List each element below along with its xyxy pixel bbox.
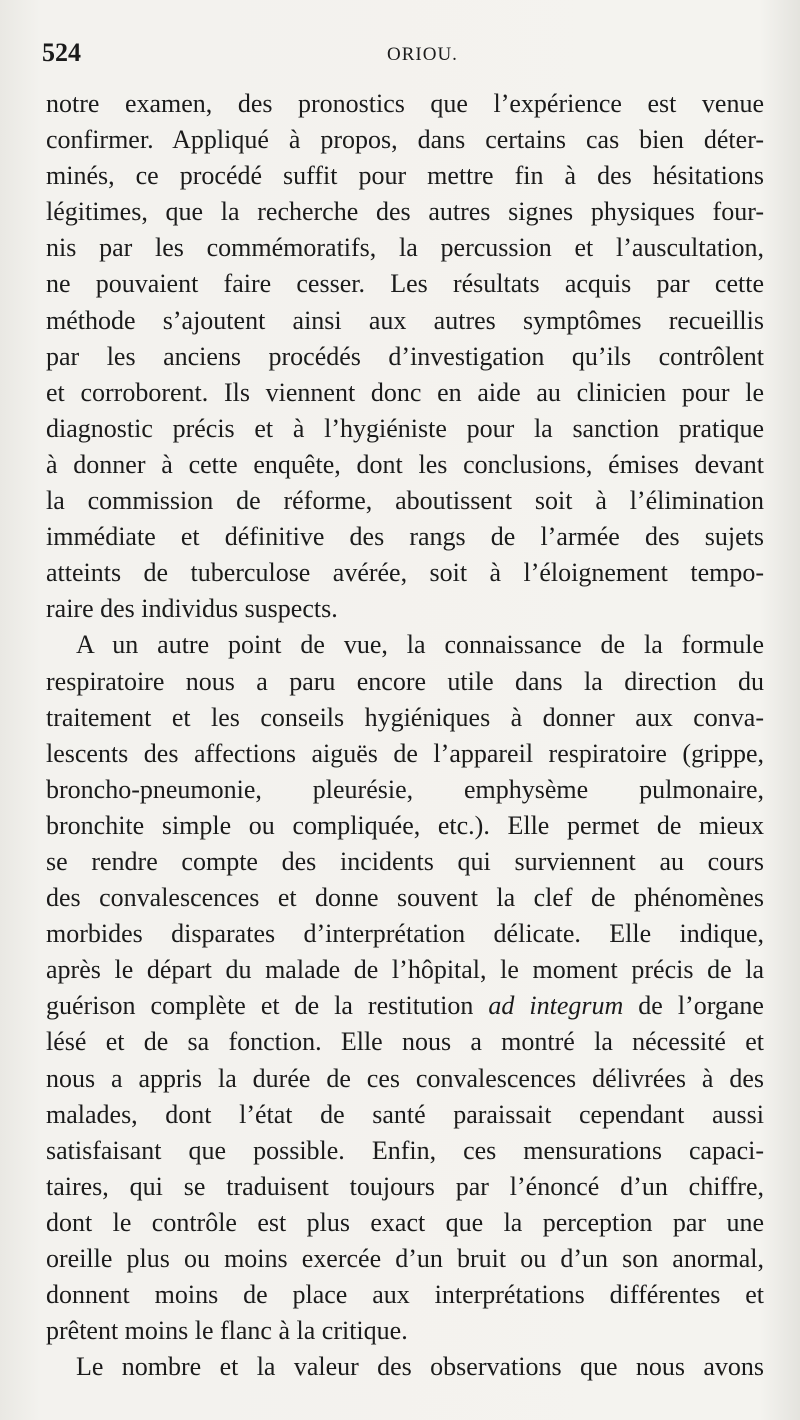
text-segment: de l’organe bbox=[623, 991, 764, 1021]
text-line: satisfaisant que possible. Enfin, ces mensurations capaci- bbox=[46, 1135, 764, 1165]
running-head: ORIOU. bbox=[387, 44, 458, 65]
text-line: méthode s’ajoutent ainsi aux autres symptômes recueillis bbox=[46, 305, 764, 335]
text-line: ne pouvaient faire cesser. Les résultats acquis par cette bbox=[46, 269, 764, 299]
page-number: 524 bbox=[42, 38, 81, 67]
text-line: donnent moins de place aux interprétations différentes et bbox=[46, 1280, 764, 1310]
text-line: nis par les commémoratifs, la percussion et l’auscultation, bbox=[46, 233, 764, 263]
text-line: broncho-pneumonie, pleurésie, emphysème pulmonaire, bbox=[46, 774, 764, 804]
text-line: à donner à cette enquête, dont les conclusions, émises devant bbox=[46, 449, 764, 479]
text-line: notre examen, des pronostics que l’expérience est venue bbox=[46, 89, 764, 118]
text-line: raire des individus suspects. bbox=[46, 594, 338, 624]
text-line: diagnostic précis et à l’hygiéniste pour la sanction pratique bbox=[46, 413, 764, 443]
text-segment: guérison complète et de la restitution bbox=[46, 991, 489, 1021]
page-header bbox=[42, 38, 762, 78]
italic-phrase: ad integrum bbox=[488, 991, 624, 1021]
text-line: lescents des affections aiguës de l’appareil respiratoire (grippe, bbox=[46, 738, 764, 768]
text-line: après le départ du malade de l’hôpital, le moment précis de la bbox=[46, 955, 764, 985]
text-line: nous a appris la durée de ces convalescences délivrées à des bbox=[46, 1063, 764, 1093]
text-line: confirmer. Appliqué à propos, dans certains cas bien déter- bbox=[46, 125, 764, 155]
text-line: la commission de réforme, aboutissent soit à l’élimination bbox=[46, 486, 764, 516]
text-line: malades, dont l’état de santé paraissait cependant aussi bbox=[46, 1099, 764, 1129]
paragraph-start-line: A un autre point de vue, la connaissance de la formule bbox=[76, 630, 764, 660]
text-line: prêtent moins le flanc à la critique. bbox=[46, 1316, 408, 1346]
text-line: se rendre compte des incidents qui surviennent au cours bbox=[46, 846, 764, 876]
text-line: des convalescences et donne souvent la clef de phénomènes bbox=[46, 883, 764, 913]
text-line: bronchite simple ou compliquée, etc.). Elle permet de mieux bbox=[46, 810, 764, 840]
text-line: et corroborent. Ils viennent donc en aide au clinicien pour le bbox=[46, 377, 764, 407]
text-line: lésé et de sa fonction. Elle nous a montré la nécessité et bbox=[46, 1027, 764, 1057]
text-line: par les anciens procédés d’investigation qu’ils contrôlent bbox=[46, 341, 764, 371]
paragraph-start-line: Le nombre et la valeur des observations que nous avons bbox=[76, 1352, 764, 1382]
text-line: respiratoire nous a paru encore utile dans la direction du bbox=[46, 666, 764, 696]
text-line: morbides disparates d’interprétation délicate. Elle indique, bbox=[46, 919, 764, 949]
text-line: oreille plus ou moins exercée d’un bruit ou d’un son anormal, bbox=[46, 1244, 764, 1273]
text-line-with-italic bbox=[46, 988, 764, 1024]
text-line: traitement et les conseils hygiéniques à donner aux conva- bbox=[46, 702, 764, 732]
text-line: minés, ce procédé suffit pour mettre fin à des hésitations bbox=[46, 161, 764, 191]
text-line: atteints de tuberculose avérée, soit à l’éloignement tempo- bbox=[46, 558, 764, 588]
text-line: immédiate et définitive des rangs de l’armée des sujets bbox=[46, 522, 764, 552]
text-line: légitimes, que la recherche des autres signes physiques four- bbox=[46, 197, 764, 227]
text-line: dont le contrôle est plus exact que la perception par une bbox=[46, 1207, 764, 1237]
text-line: taires, qui se traduisent toujours par l’énoncé d’un chiffre, bbox=[46, 1171, 764, 1201]
body-text bbox=[46, 86, 764, 1385]
